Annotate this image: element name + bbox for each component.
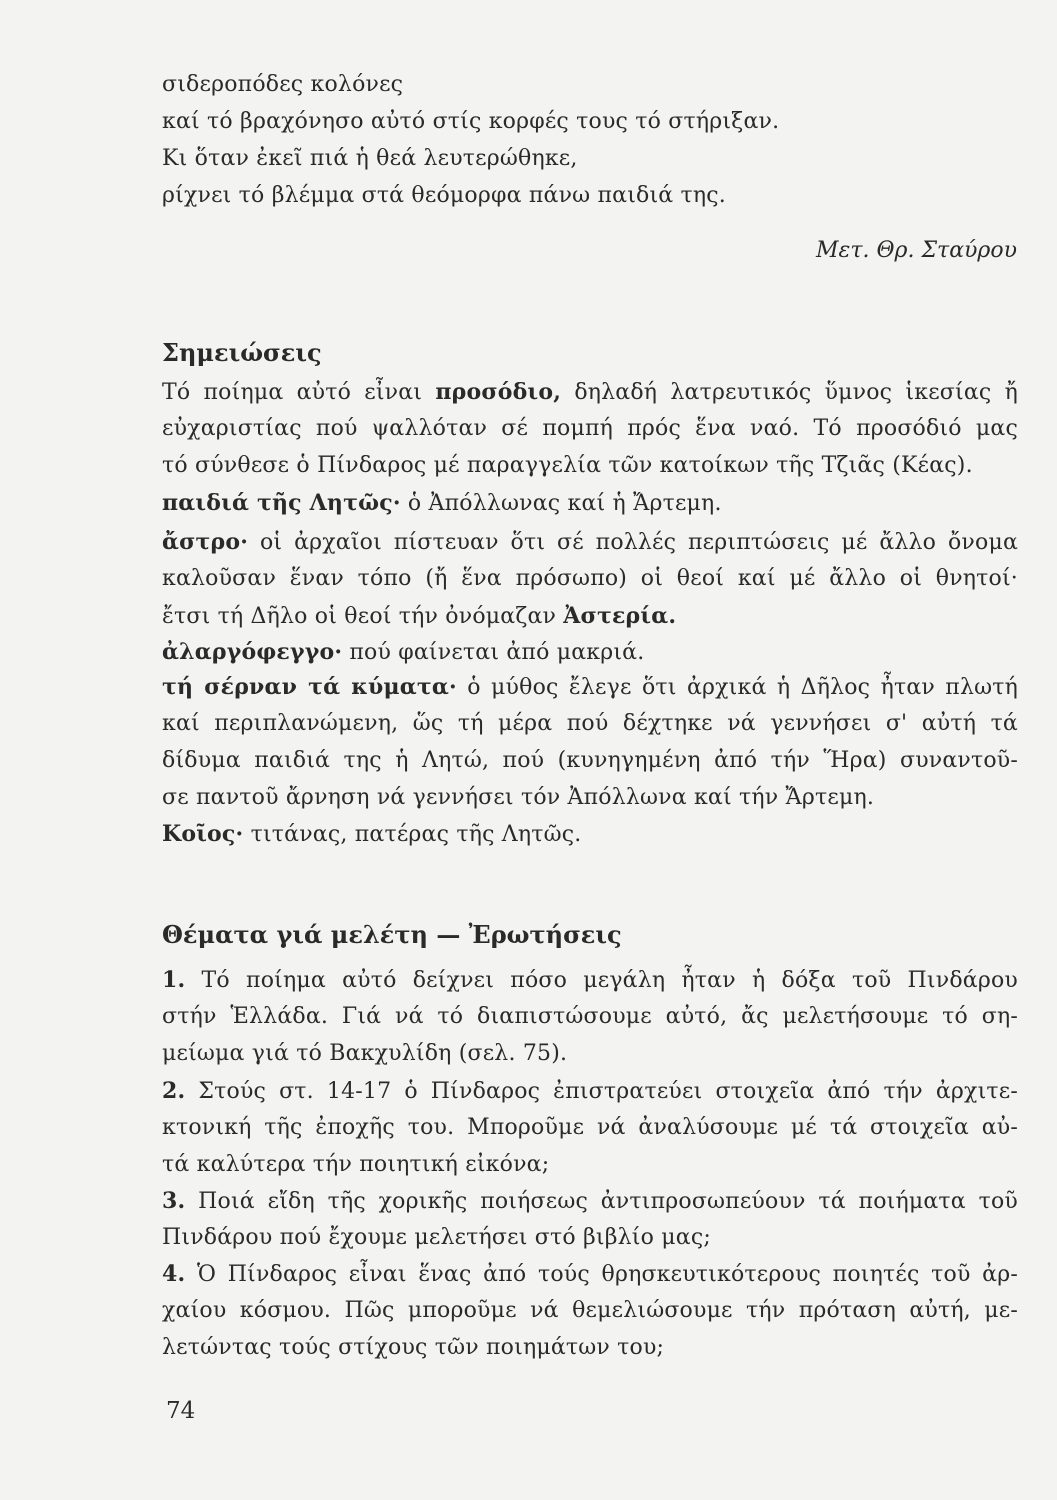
notes-intro-line: εὐχαριστίας πού ψαλλόταν σέ πομπή πρός ἕνα ναό. Τό προσόδιό μας: [162, 416, 1018, 441]
question-item: 3. Ποιά εἴδη τῆς χορικῆς ποιήσεως ἀντιπροσωπεύουν τά ποιήματα τοῦ: [162, 1188, 1018, 1214]
notes-intro-line: τό σύνθεσε ὁ Πίνδαρος μέ παραγγελία τῶν κατοίκων τῆς Τζιᾶς (Κέας).: [162, 453, 973, 478]
question-line: κτονική τῆς ἐποχῆς του. Μποροῦμε νά ἀναλύσουμε μέ τά στοιχεῖα αὐ-: [162, 1115, 1018, 1140]
glossary-term: τή σέρναν τά κύματα·: [162, 674, 457, 700]
glossary-term: παιδιά τῆς Λητῶς·: [162, 490, 401, 516]
glossary-term: ἄστρο·: [162, 529, 249, 555]
glossary-term: Ἀστερία.: [563, 603, 677, 629]
question-line: χαίου κόσμου. Πῶς μποροῦμε νά θεμελιώσουμε τήν πρόταση αὐτή, με-: [162, 1298, 1018, 1323]
glossary-entry: ἀλαργόφεγγο· πού φαίνεται ἀπό μακριά.: [162, 639, 645, 665]
glossary-entry: ἄστρο· οἱ ἀρχαῖοι πίστευαν ὅτι σέ πολλές περιπτώσεις μέ ἄλλο ὄνομα: [162, 529, 1018, 555]
glossary-term: ἀλαργόφεγγο·: [162, 639, 343, 665]
poem-line: Κι ὅταν ἐκεῖ πιά ἡ θεά λευτερώθηκε,: [162, 146, 578, 171]
glossary-line: σε παντοῦ ἄρνηση νά γεννήσει τόν Ἀπόλλωνα καί τήν Ἄρτεμη.: [162, 785, 875, 810]
glossary-entry: Κοῖος· τιτάνας, πατέρας τῆς Λητῶς.: [162, 821, 582, 847]
glossary-line: καλοῦσαν ἕναν τόπο (ἤ ἕνα πρόσωπο) οἱ θεοί καί μέ ἄλλο οἱ θνητοί·: [162, 566, 1018, 591]
glossary-entry: παιδιά τῆς Λητῶς· ὁ Ἀπόλλωνας καί ἡ Ἄρτεμη.: [162, 490, 722, 516]
poem-line: καί τό βραχόνησο αὐτό στίς κορφές τους τό στήριξαν.: [162, 109, 780, 134]
notes-intro-line: Τό ποίημα αὐτό εἶναι προσόδιο, δηλαδή λατρευτικός ὕμνος ἱκεσίας ἤ: [162, 379, 1018, 405]
glossary-entry: τή σέρναν τά κύματα· ὁ μύθος ἔλεγε ὅτι ἀρχικά ἡ Δῆλος ἦταν πλωτή: [162, 674, 1019, 700]
glossary-term: Κοῖος·: [162, 821, 244, 847]
question-item: 2. Στούς στ. 14-17 ὁ Πίνδαρος ἐπιστρατεύει στοιχεῖα ἀπό τήν ἀρχιτε-: [162, 1078, 1018, 1104]
translator-credit: Μετ. Θρ. Σταύρου: [816, 238, 1017, 263]
question-line: Πινδάρου πού ἔχουμε μελετήσει στό βιβλίο μας;: [162, 1225, 711, 1250]
question-number: 4.: [162, 1261, 186, 1287]
glossary-line: καί περιπλανώμενη, ὥς τή μέρα πού δέχτηκε νά γεννήσει σ' αὐτή τά: [162, 711, 1018, 736]
poem-line: ρίχνει τό βλέμμα στά θεόμορφα πάνω παιδιά της.: [162, 183, 727, 208]
question-line: λετώντας τούς στίχους τῶν ποιημάτων του;: [162, 1335, 665, 1360]
question-number: 2.: [162, 1078, 186, 1104]
question-number: 1.: [162, 967, 186, 993]
notes-heading: Σημειώσεις: [162, 338, 322, 367]
question-line: τά καλύτερα τήν ποιητική εἰκόνα;: [162, 1152, 550, 1177]
glossary-line: ἔτσι τή Δῆλο οἱ θεοί τήν ὀνόμαζαν Ἀστερία.: [162, 603, 677, 629]
question-number: 3.: [162, 1188, 186, 1214]
poem-line: σιδεροπόδες κολόνες: [162, 72, 404, 97]
question-line: μείωμα γιά τό Βακχυλίδη (σελ. 75).: [162, 1041, 568, 1066]
question-item: 4. Ὁ Πίνδαρος εἶναι ἕνας ἀπό τούς θρησκευτικότερους ποιητές τοῦ ἀρ-: [162, 1261, 1018, 1287]
page-number: 74: [166, 1398, 196, 1424]
questions-heading: Θέματα γιά μελέτη — Ἐρωτήσεις: [162, 920, 622, 949]
question-item: 1. Τό ποίημα αὐτό δείχνει πόσο μεγάλη ἦταν ἡ δόξα τοῦ Πινδάρου: [162, 967, 1018, 993]
glossary-line: δίδυμα παιδιά της ἡ Λητώ, πού (κυνηγημένη ἀπό τήν Ἥρα) συναντοῦ-: [162, 748, 1018, 773]
question-line: στήν Ἑλλάδα. Γιά νά τό διαπιστώσουμε αὐτό, ἄς μελετήσουμε τό ση-: [162, 1004, 1018, 1029]
